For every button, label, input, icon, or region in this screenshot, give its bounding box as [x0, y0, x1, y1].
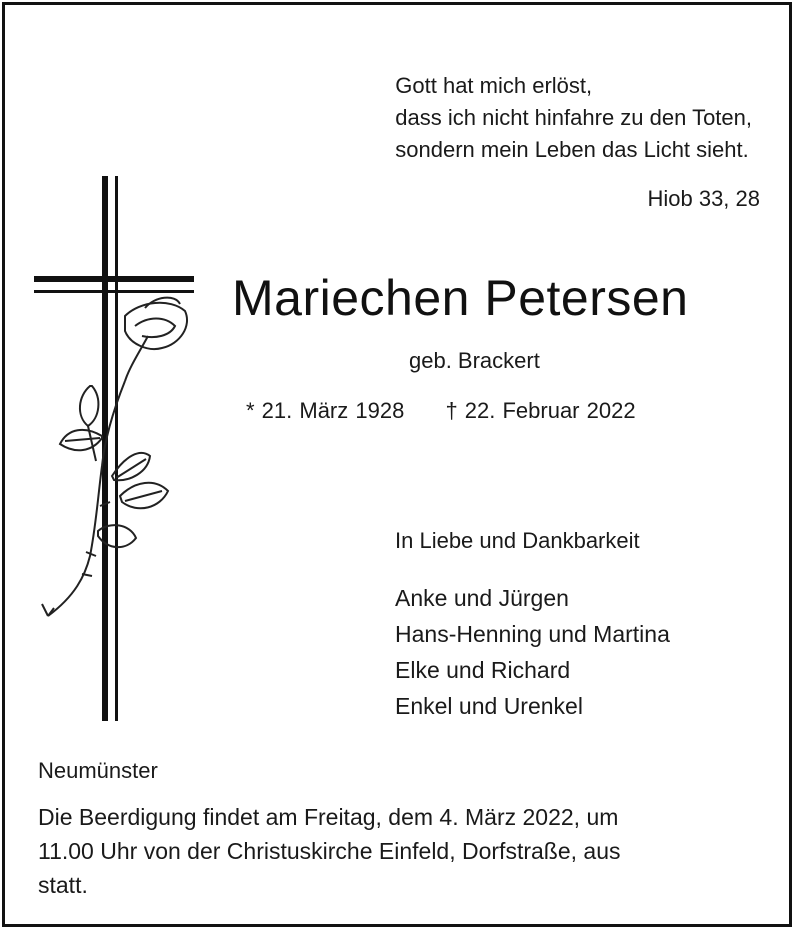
verse-line: Gott hat mich erlöst, — [395, 73, 593, 98]
funeral-notice — [38, 800, 768, 902]
birth-date: * 21. März 1928 — [246, 398, 405, 423]
cross-icon — [30, 176, 200, 721]
place-name: Neumünster — [38, 758, 158, 783]
mourner-item: Anke und Jürgen — [395, 585, 569, 611]
verse-line: dass ich nicht hinfahre zu den Toten, — [395, 105, 752, 130]
bible-verse — [395, 70, 752, 166]
verse-line: sondern mein Leben das Licht sieht. — [395, 137, 749, 162]
rose-icon — [42, 298, 187, 616]
dedication: In Liebe und Dankbarkeit — [395, 528, 640, 553]
funeral-line: statt. — [38, 872, 88, 898]
mourner-item: Elke und Richard — [395, 657, 571, 683]
mourner-item: Hans-Henning und Martina — [395, 621, 670, 647]
death-date: † 22. Februar 2022 — [445, 398, 636, 423]
maiden-name: geb. Brackert — [409, 348, 540, 373]
verse-source: Hiob 33, 28 — [647, 186, 760, 211]
mourners-list — [395, 580, 670, 724]
mourner-item: Enkel und Urenkel — [395, 693, 583, 719]
life-dates — [246, 398, 636, 424]
funeral-line: 11.00 Uhr von der Christuskirche Einfeld, Dorfstraße, aus — [38, 838, 621, 864]
deceased-name: Mariechen Petersen — [232, 270, 689, 326]
funeral-line: Die Beerdigung findet am Freitag, dem 4. März 2022, um — [38, 804, 619, 830]
